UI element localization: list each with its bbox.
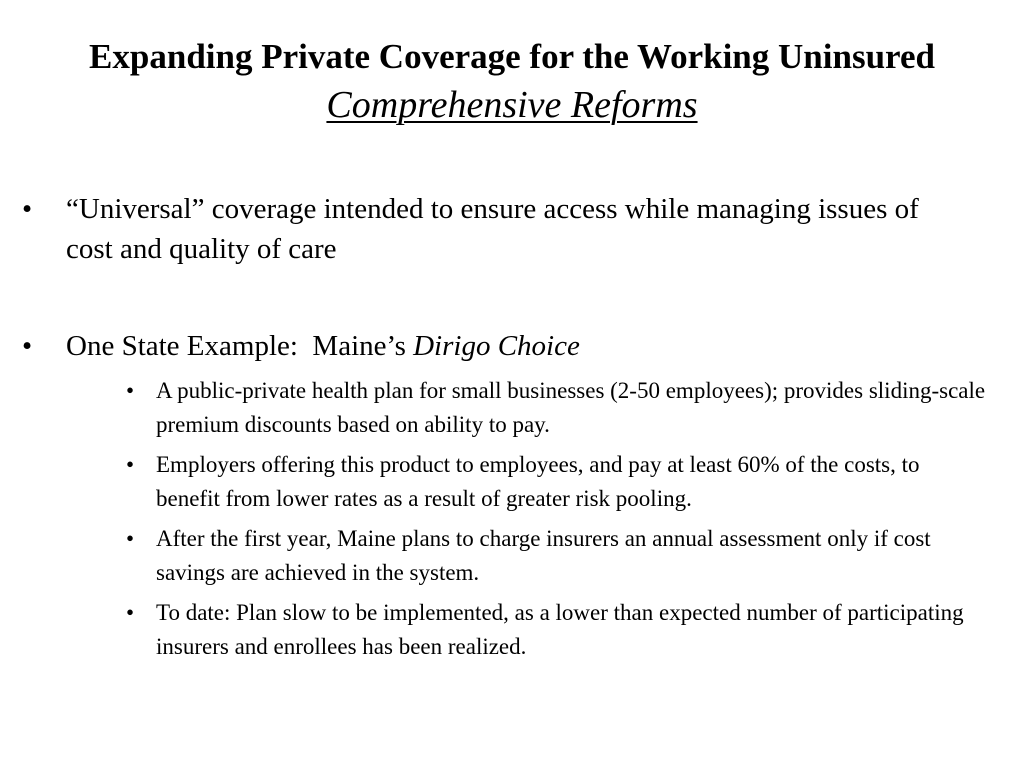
sub-bullet-text: To date: Plan slow to be implemented, as a lower than expected number of participating insurers and enrollees has been realized. xyxy=(156,600,964,659)
sub-bullet-marker: • xyxy=(126,526,135,551)
bullet-marker: • xyxy=(22,193,33,225)
bullet-marker: • xyxy=(22,330,33,362)
slide-subtitle: Comprehensive Reforms xyxy=(326,84,698,126)
sub-bullet-text: After the first year, Maine plans to charge insurers an annual assessment only if cost savings are achieved in the system. xyxy=(156,526,931,585)
sub-bullet-assessment xyxy=(126,522,986,590)
bullet-text: “Universal” coverage intended to ensure access while managing issues of cost and quality of care xyxy=(66,193,919,265)
title-block xyxy=(0,36,1024,128)
sub-bullet-text: Employers offering this product to employees, and pay at least 60% of the costs, to benefit from lower rates as a result of greater risk pooling. xyxy=(156,452,920,511)
slide-title: Expanding Private Coverage for the Working Uninsured xyxy=(89,37,935,76)
sub-bullet-marker: • xyxy=(126,600,135,625)
bullet-text-prefix: One State Example: Maine’s xyxy=(66,330,414,362)
bullet-state-example xyxy=(22,326,972,366)
sub-bullet-list xyxy=(126,374,986,670)
sub-bullet-plan-description xyxy=(126,374,986,442)
sub-bullet-marker: • xyxy=(126,452,135,477)
sub-bullet-employers xyxy=(126,448,986,516)
program-name: Dirigo Choice xyxy=(413,330,580,362)
sub-bullet-to-date xyxy=(126,596,986,664)
sub-bullet-text: A public-private health plan for small businesses (2-50 employees); provides sliding-scale premium discounts based on ability to pay. xyxy=(156,378,986,437)
bullet-text xyxy=(66,326,972,366)
bullet-universal-coverage xyxy=(22,189,972,269)
sub-bullet-marker: • xyxy=(126,378,135,403)
